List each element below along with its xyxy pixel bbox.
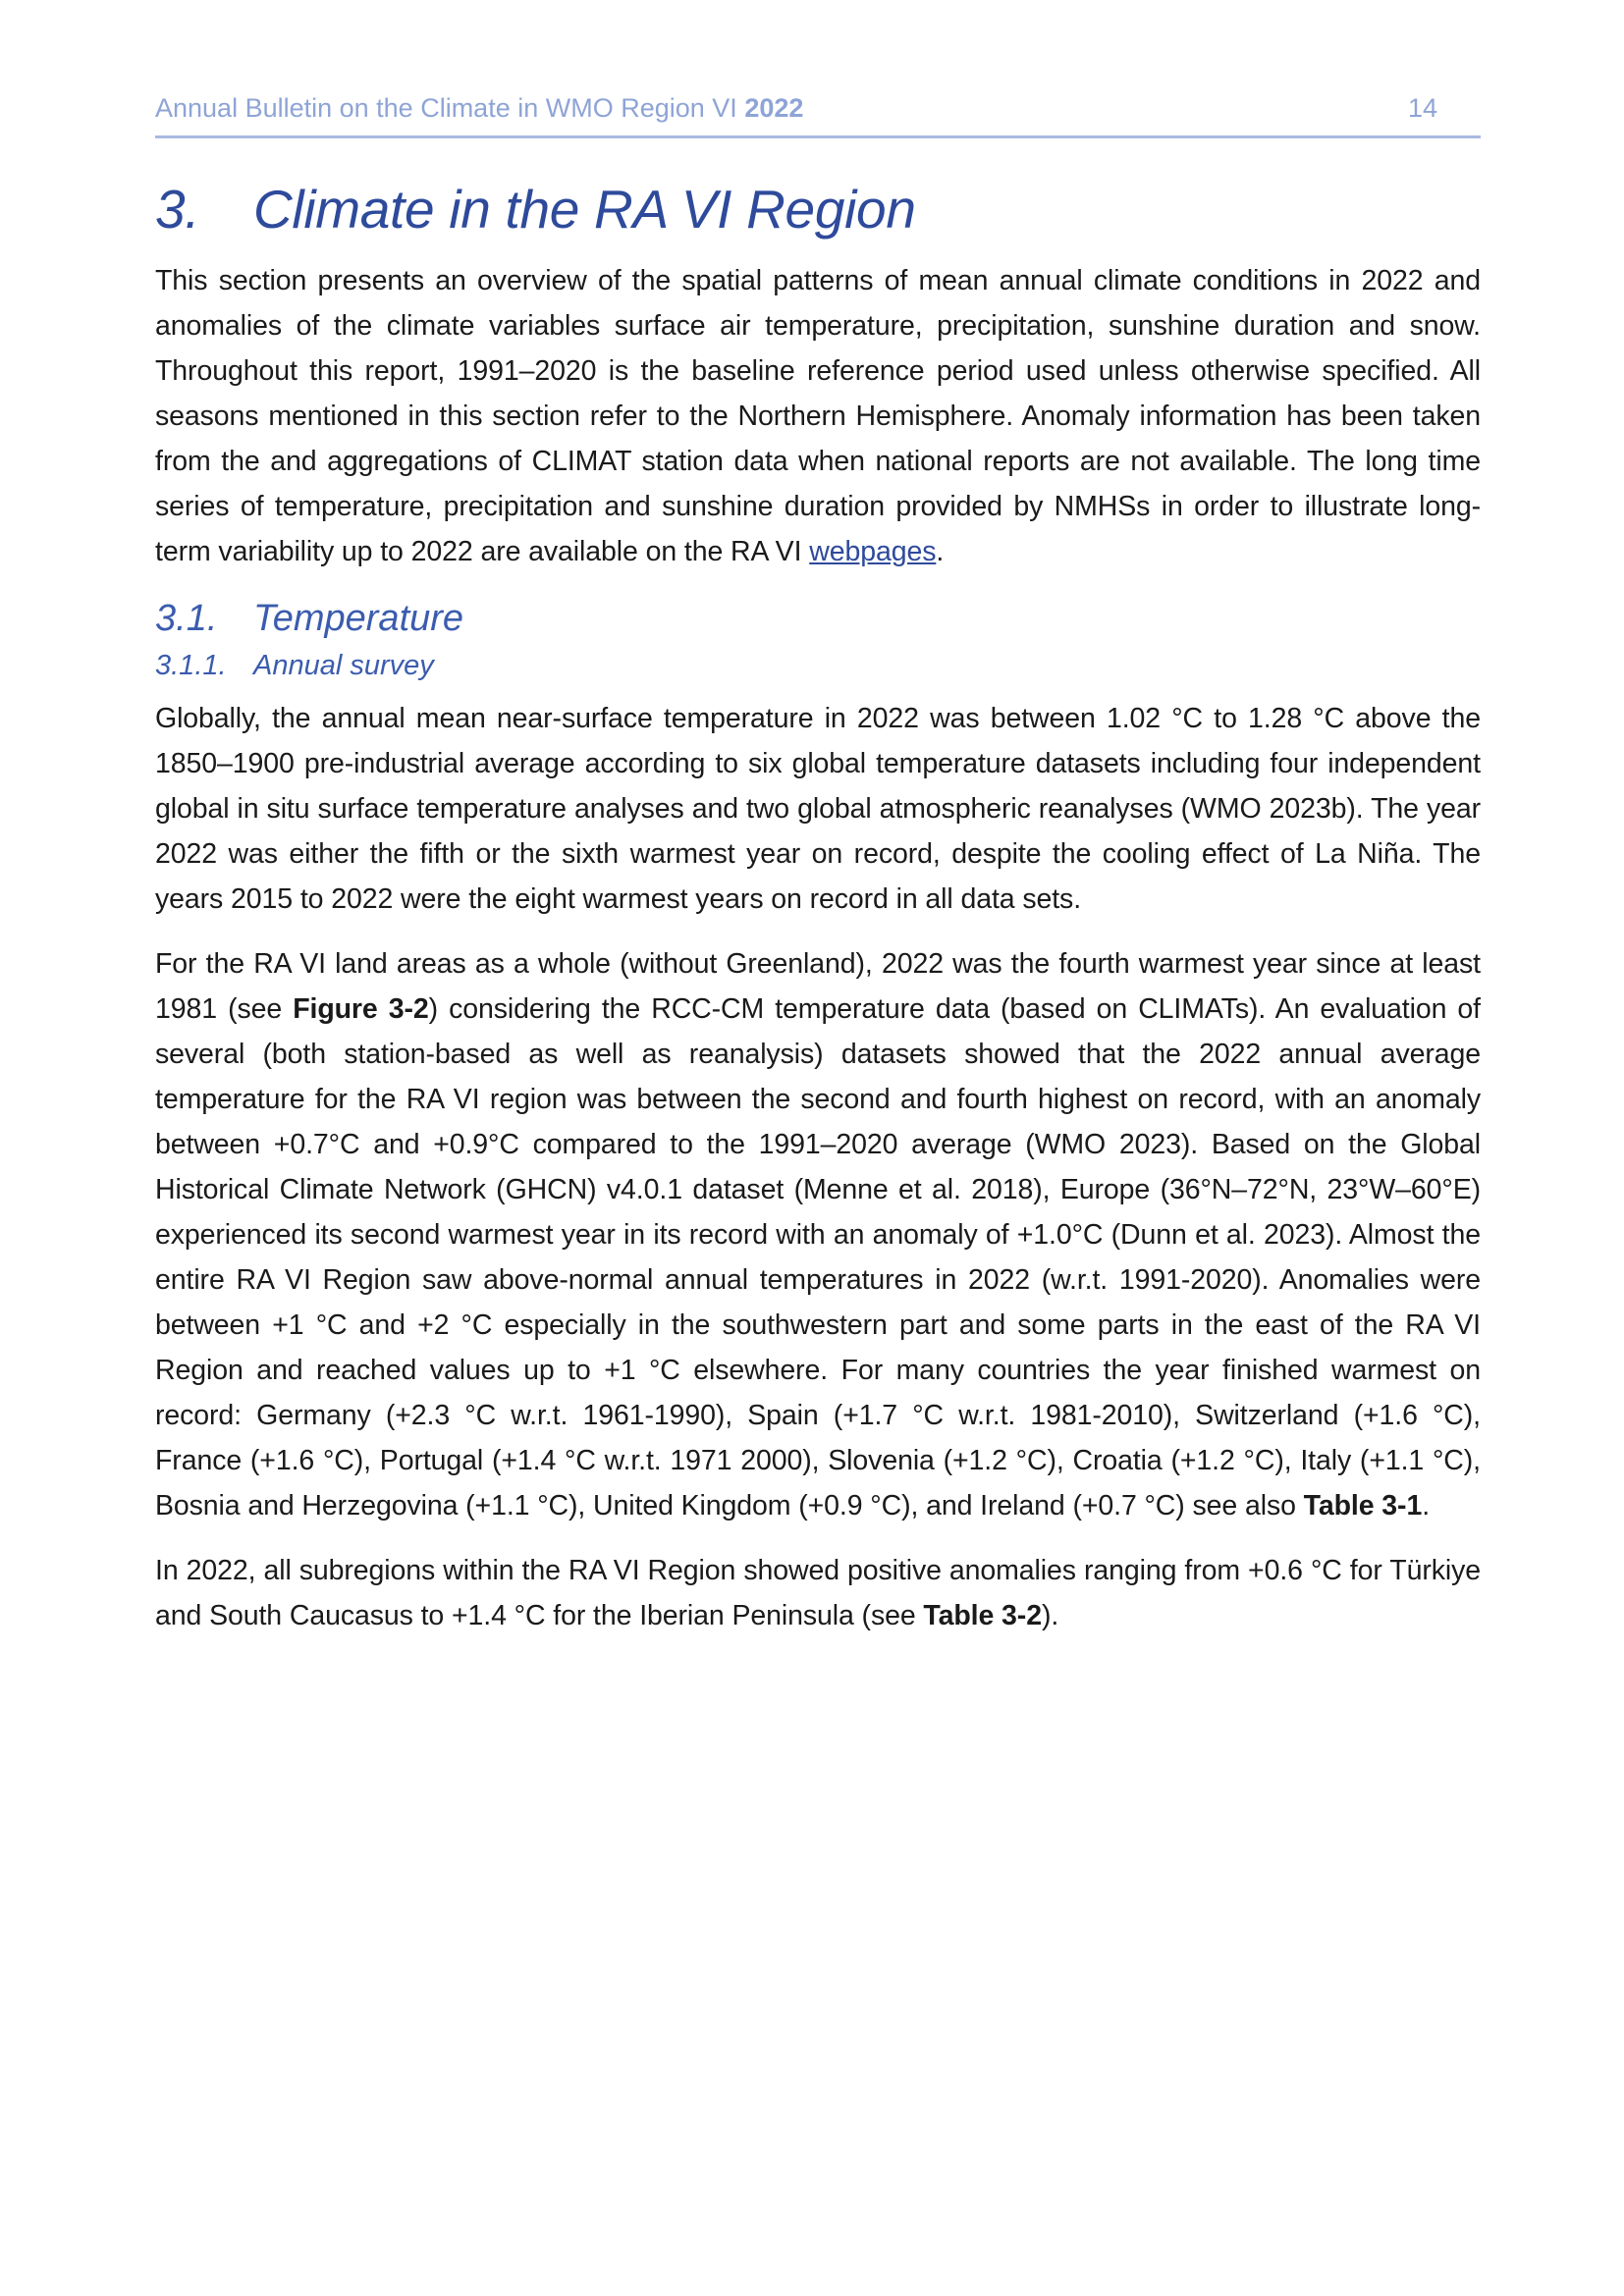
intro-paragraph-text: This section presents an overview of the spatial patterns of mean annual climate conditions in 2022 and anomalies of the climate variables surface air temperature, precipitation, sunshine duration and snow. Throughout this report, 1991–2020 is the baseline reference period used unless otherwise specified. All seasons mentioned in this section refer to the Northern Hemisphere. Anomaly information has been taken from the and aggregations of CLIMAT station data when national reports are not available. The long time series of temperature, precipitation and sunshine duration provided by NMHSs in order to illustrate long-term variability up to 2022 are available on the RA VI <box>155 265 1481 567</box>
figure-reference: Figure 3-2 <box>293 993 429 1025</box>
section-number: 3.1. <box>155 598 218 639</box>
table-reference-1: Table 3-1 <box>1303 1490 1423 1522</box>
section-title: Temperature <box>253 598 464 639</box>
intro-paragraph-end: . <box>936 536 945 567</box>
running-header <box>155 93 1481 138</box>
paragraph-global-temperature: Globally, the annual mean near-surface temperature in 2022 was between 1.02 °C to 1.28 °C above the 1850–1900 pre-industrial average according to six global temperature datasets including four independent global in situ surface temperature analyses and two global atmospheric reanalyses (WMO 2023b). The year 2022 was either the fifth or the sixth warmest year on record, despite the cooling effect of La Niña. The years 2015 to 2022 were the eight warmest years on record in all data sets. <box>155 703 1481 915</box>
chapter-number: 3. <box>155 179 200 240</box>
section-heading <box>155 598 1481 640</box>
table-reference-2: Table 3-2 <box>923 1600 1042 1631</box>
header-title-prefix: Annual Bulletin on the Climate in WMO Region VI <box>155 93 737 123</box>
subsection-heading <box>155 650 1481 682</box>
paragraph-subregions <box>155 1548 1481 1638</box>
webpages-link[interactable]: webpages <box>809 536 937 567</box>
intro-paragraph <box>155 258 1481 574</box>
header-title-year: 2022 <box>744 93 804 123</box>
paragraph-ravi-part2: ) considering the RCC-CM temperature data (based on CLIMATs). An evaluation of several (both station-based as well as reanalysis) datasets showed that the 2022 annual average temperature for the RA VI region was between the second and fourth highest on record, with an anomaly between +0.7°C and +0.9°C compared to the 1991–2020 average (WMO 2023). Based on the Global Historical Climate Network (GHCN) v4.0.1 dataset (Menne et al. 2018), Europe (36°N–72°N, 23°W–60°E) experienced its second warmest year in its record with an anomaly of +1.0°C (Dunn et al. 2023). Almost the entire RA VI Region saw above-normal annual temperatures in 2022 (w.r.t. 1991-2020). Anomalies were between +1 °C and +2 °C especially in the southwestern part and some parts in the east of the RA VI Region and reached values up to +1 °C elsewhere. For many countries the year finished warmest on record: Germany (+2.3 °C w.r.t. 1961-1990), Spain (+1.7 °C w.r.t. 1981-2010), Switzerland (+1.6 °C), France (+1.6 °C), Portugal (+1.4 °C w.r.t. 1971 2000), Slovenia (+1.2 °C), Croatia (+1.2 °C), Italy (+1.1 °C), Bosnia and Herzegovina (+1.1 °C), United Kingdom (+0.9 °C), and Ireland (+0.7 °C) see also <box>155 993 1481 1522</box>
paragraph-ravi-temperature <box>155 941 1481 1528</box>
header-title <box>155 93 803 124</box>
paragraph-ravi-end: . <box>1422 1490 1431 1522</box>
paragraph-subregions-end: ). <box>1041 1600 1059 1631</box>
subsection-title: Annual survey <box>253 650 434 681</box>
chapter-heading <box>155 178 1481 240</box>
document-page <box>155 93 1481 1658</box>
chapter-title: Climate in the RA VI Region <box>253 179 916 240</box>
subsection-number: 3.1.1. <box>155 650 227 681</box>
page-number: 14 <box>1407 93 1437 123</box>
paragraph-ravi-part1: For the RA VI land areas as a whole (without Greenland), 2022 was the fourth warmest year since at least 1981 (see <box>155 948 1481 1025</box>
paragraph-subregions-part1: In 2022, all subregions within the RA VI Region showed positive anomalies ranging from +0.6 °C for Türkiye and South Caucasus to +1.4 °C for the Iberian Peninsula (see <box>155 1555 1481 1631</box>
